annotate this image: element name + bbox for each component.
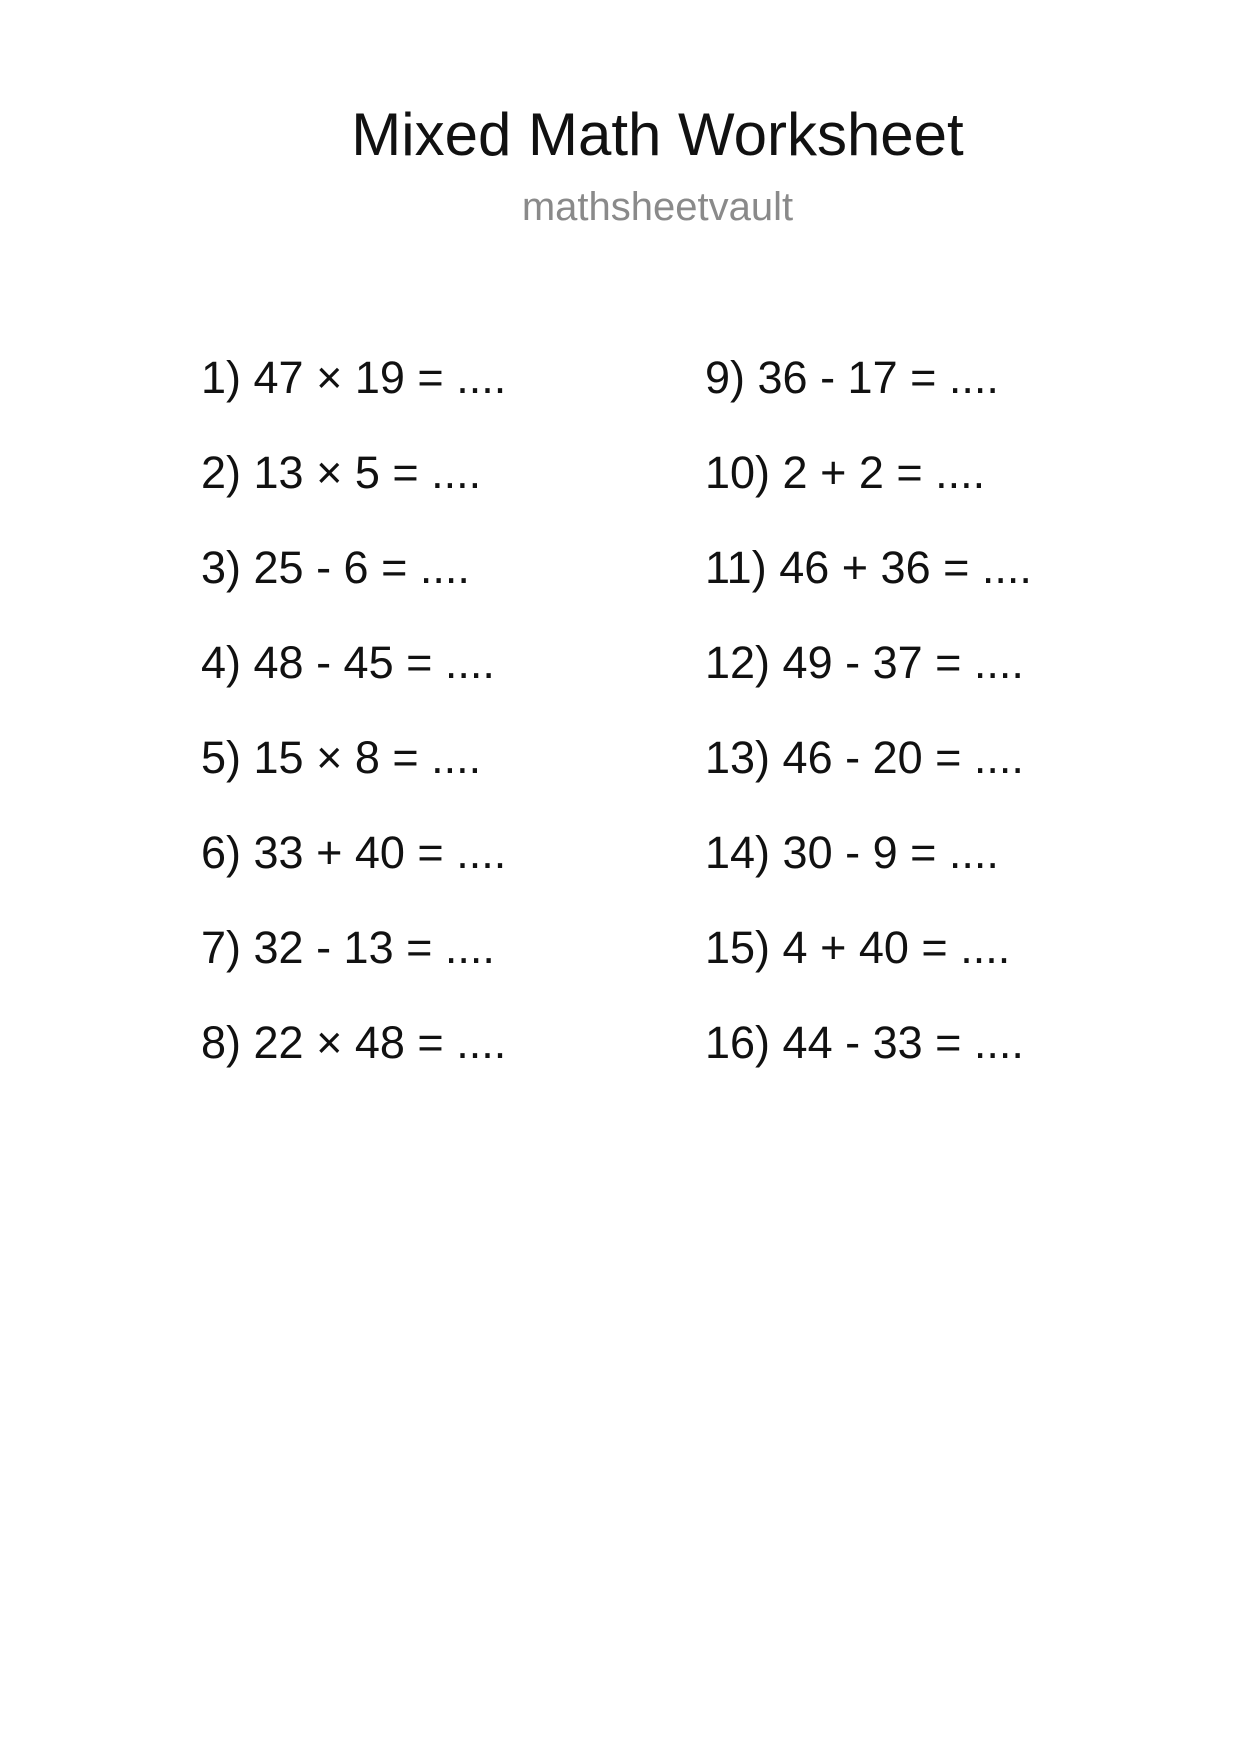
page-title: Mixed Math Worksheet	[351, 101, 964, 168]
problem-6: 6) 33 + 40 = ....	[201, 827, 507, 878]
problem-11: 11) 46 + 36 = ....	[705, 542, 1032, 593]
problem-7: 7) 32 - 13 = ....	[201, 922, 495, 973]
problem-2: 2) 13 × 5 = ....	[201, 447, 482, 498]
problem-9: 9) 36 - 17 = ....	[705, 352, 999, 403]
problem-10: 10) 2 + 2 = ....	[705, 447, 986, 498]
problem-13: 13) 46 - 20 = ....	[705, 732, 1024, 783]
page-subtitle: mathsheetvault	[521, 185, 794, 229]
problem-12: 12) 49 - 37 = ....	[705, 637, 1024, 688]
problem-15: 15) 4 + 40 = ....	[705, 922, 1011, 973]
problems-column-right	[705, 352, 1032, 1112]
problems-column-left	[201, 352, 506, 1112]
problem-5: 5) 15 × 8 = ....	[201, 732, 482, 783]
problem-8: 8) 22 × 48 = ....	[201, 1017, 507, 1068]
problem-3: 3) 25 - 6 = ....	[201, 542, 470, 593]
problem-14: 14) 30 - 9 = ....	[705, 827, 999, 878]
problem-16: 16) 44 - 33 = ....	[705, 1017, 1024, 1068]
problem-1: 1) 47 × 19 = ....	[201, 352, 507, 403]
problem-4: 4) 48 - 45 = ....	[201, 637, 495, 688]
